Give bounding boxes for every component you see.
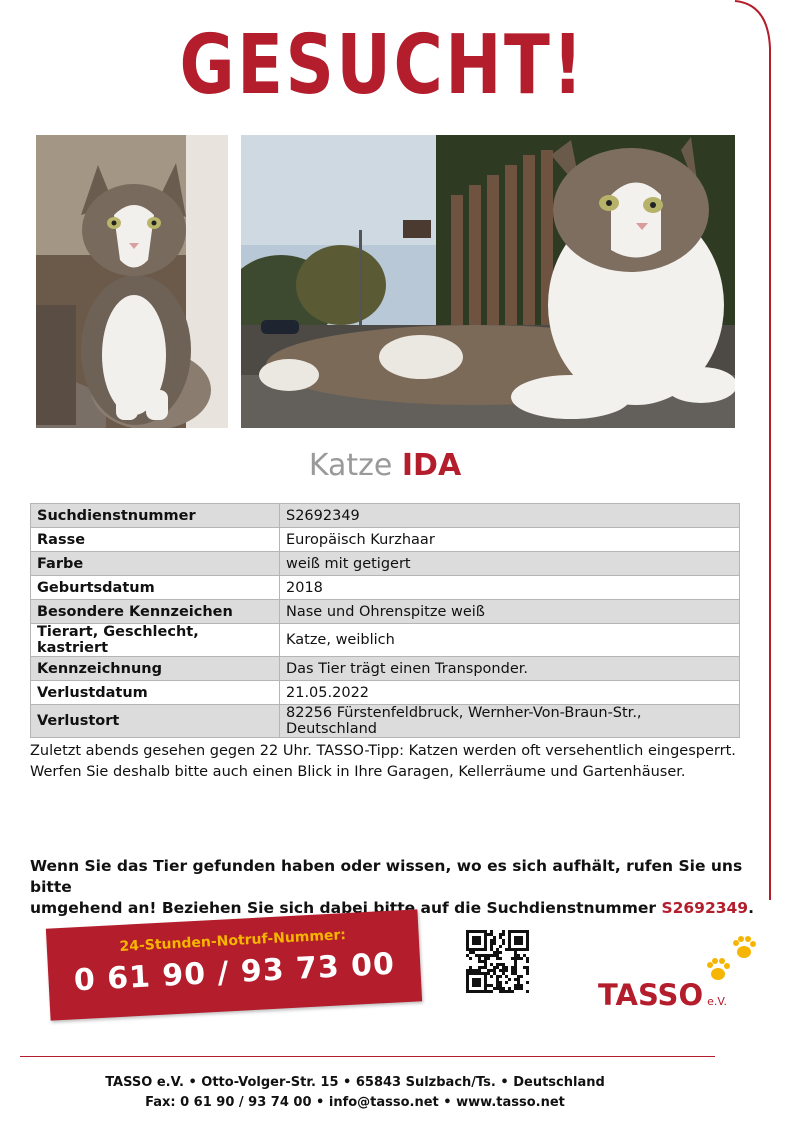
brand-suffix: e.V. (707, 995, 727, 1008)
cta-line-1: Wenn Sie das Tier gefunden haben oder wissen, wo es sich aufhält, rufen Sie uns bitte (30, 857, 743, 896)
table-row (31, 705, 740, 738)
table-row (31, 576, 740, 600)
table-row (31, 600, 740, 624)
last-seen-note (30, 741, 750, 783)
table-row (31, 504, 740, 528)
detail-value: Katze, weiblich (280, 624, 740, 657)
detail-value: Europäisch Kurzhaar (280, 528, 740, 552)
table-row (31, 528, 740, 552)
detail-value: Das Tier trägt einen Transponder. (280, 657, 740, 681)
details-table (30, 503, 740, 738)
detail-label: Rasse (31, 528, 280, 552)
note-line-1: Zuletzt abends gesehen gegen 22 Uhr. TASSO-Tipp: Katzen werden oft versehentlich eingesperrt. (30, 743, 736, 759)
hotline-label: 24-Stunden-Notruf-Nummer: (119, 927, 347, 955)
brand-name: TASSO (598, 978, 704, 1012)
cta-end: . (748, 899, 754, 917)
qr-code-icon[interactable] (466, 930, 530, 994)
table-row (31, 681, 740, 705)
detail-label: Besondere Kennzeichen (31, 600, 280, 624)
detail-value: S2692349 (280, 504, 740, 528)
detail-label: Farbe (31, 552, 280, 576)
detail-label: Verlustort (31, 705, 280, 738)
hotline-number[interactable]: 0 61 90 / 93 73 00 (73, 946, 396, 999)
pet-name: IDA (401, 448, 462, 483)
detail-value: Nase und Ohrenspitze weiß (280, 600, 740, 624)
table-row (31, 552, 740, 576)
detail-value: weiß mit getigert (280, 552, 740, 576)
detail-label: Suchdienstnummer (31, 504, 280, 528)
detail-label: Geburtsdatum (31, 576, 280, 600)
footer-contact[interactable]: Fax: 0 61 90 / 93 74 00 • info@tasso.net • www.tasso.net (145, 1095, 565, 1110)
detail-value: 82256 Fürstenfeldbruck, Wernher-Von-Braun-Str., Deutschland (280, 705, 740, 738)
search-number-ref: S2692349 (661, 899, 749, 917)
footer-address: TASSO e.V. • Otto-Volger-Str. 15 • 65843 Sulzbach/Ts. • Deutschland (105, 1075, 605, 1090)
hotline-banner (46, 909, 422, 1020)
detail-value: 21.05.2022 (280, 681, 740, 705)
table-row (31, 624, 740, 657)
footer-divider (20, 1056, 715, 1057)
cat-photo-lying (241, 135, 735, 428)
pet-heading (0, 448, 770, 483)
pet-species: Katze (308, 448, 393, 483)
detail-label: Verlustdatum (31, 681, 280, 705)
tasso-logo (598, 978, 727, 1012)
detail-value: 2018 (280, 576, 740, 600)
detail-label: Kennzeichnung (31, 657, 280, 681)
page-title: GESUCHT! (179, 18, 586, 113)
detail-label: Tierart, Geschlecht, kastriert (31, 624, 280, 657)
cta-line-2-text: umgehend an! Beziehen Sie sich dabei bitte auf die Suchdienstnummer (30, 899, 657, 917)
note-line-2: Werfen Sie deshalb bitte auch einen Blick in Ihre Garagen, Kellerräume und Gartenhäuser. (30, 764, 686, 780)
table-row (31, 657, 740, 681)
cat-photo-sitting (36, 135, 228, 428)
